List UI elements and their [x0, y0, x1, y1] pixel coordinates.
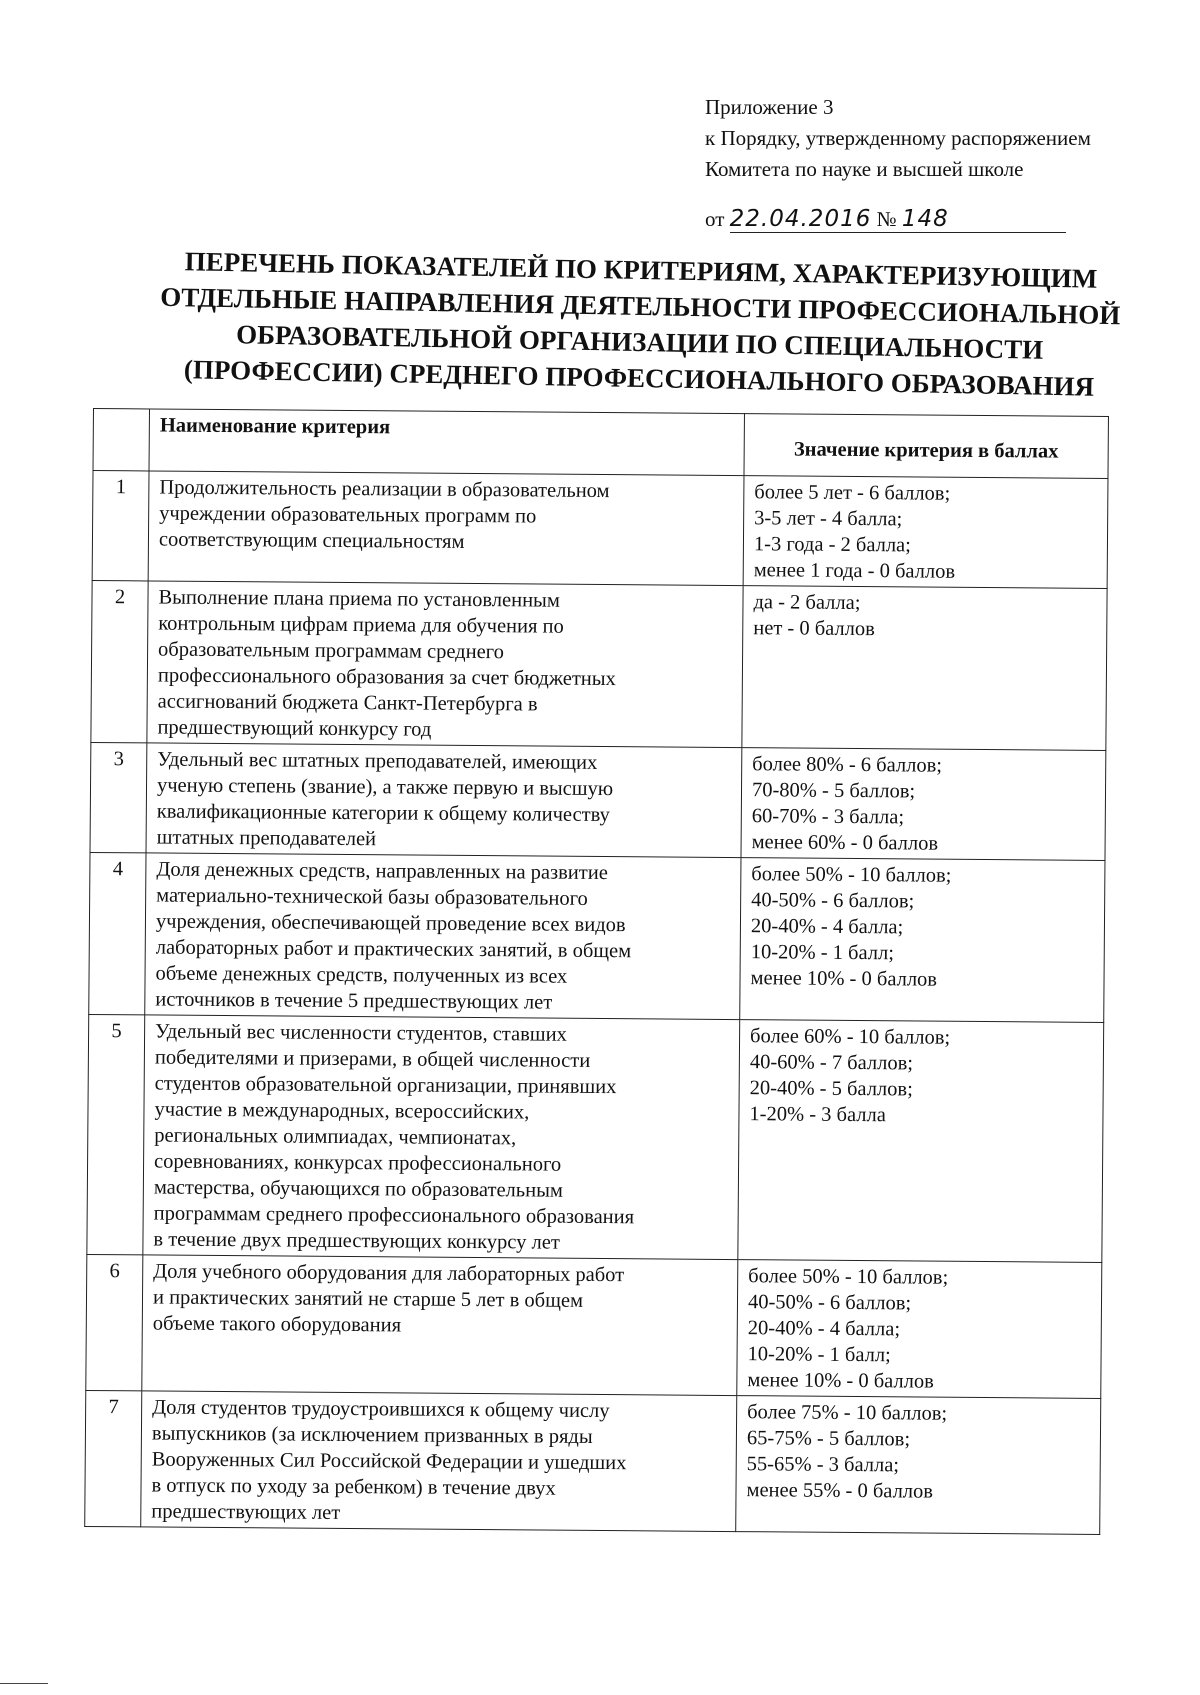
- criterion-name-line: учреждения, обеспечивающей проведение всех видов: [155, 910, 626, 937]
- criterion-value-line: 40-50% - 6 баллов;: [751, 889, 915, 913]
- handwritten-fill: [730, 206, 1066, 233]
- criterion-value: [738, 1020, 1104, 1263]
- appendix-line: Комитета по науке и высшей школе: [705, 157, 1024, 181]
- row-number: 4: [89, 852, 146, 1014]
- table-body: [85, 471, 1108, 1535]
- title-line: ОТДЕЛЬНЫЕ НАПРАВЛЕНИЯ ДЕЯТЕЛЬНОСТИ ПРОФЕССИОНАЛЬНОЙ: [160, 281, 1121, 331]
- header-number: [93, 409, 149, 471]
- criterion-value-line: 60-70% - 3 балла;: [751, 805, 905, 829]
- criterion-value: [740, 858, 1105, 1023]
- criterion-value-line: 1-3 года - 2 балла;: [753, 533, 911, 557]
- criterion-name-line: источников в течение 5 предшествующих лет: [155, 988, 553, 1014]
- criterion-value-line: более 50% - 10 баллов;: [748, 1265, 949, 1289]
- criterion-value-line: 3-5 лет - 4 балла;: [754, 507, 903, 531]
- criterion-name: [148, 471, 744, 586]
- row-number: 1: [92, 471, 149, 581]
- table-row: [92, 471, 1108, 589]
- criterion-name-line: Доля денежных средств, направленных на развитие: [156, 858, 608, 885]
- criterion-name-line: контрольным цифрам приема для обучения по: [158, 612, 564, 638]
- criterion-value-line: 40-60% - 7 баллов;: [749, 1051, 914, 1075]
- criterion-name-line: Продолжительность реализации в образовательном: [159, 476, 610, 503]
- criterion-name-line: ученую степень (звание), а также первую и высшую: [156, 774, 614, 801]
- criterion-value-line: 55-65% - 3 балла;: [746, 1453, 900, 1477]
- appendix-header: [705, 92, 1091, 185]
- criterion-name: [141, 1391, 737, 1532]
- order-date-line: [705, 206, 1066, 233]
- criterion-name-line: студентов образовательной организации, принявших: [154, 1072, 617, 1099]
- appendix-line: Приложение 3: [705, 95, 834, 119]
- criterion-name-line: победителями и призерами, в общей численности: [154, 1046, 591, 1072]
- criterion-name-line: профессионального образования за счет бюджетных: [157, 664, 616, 691]
- criterion-value-line: более 80% - 6 баллов;: [752, 753, 943, 777]
- criterion-name: [142, 1255, 738, 1396]
- criterion-value-line: 10-20% - 1 балл;: [750, 941, 895, 965]
- row-number: 5: [87, 1014, 145, 1254]
- criterion-name-line: материально-технической базы образовательного: [156, 884, 588, 910]
- criterion-name-line: выпускников (за исключением призванных в ряды: [151, 1422, 593, 1448]
- criterion-value-line: да - 2 балла;: [753, 591, 861, 615]
- criterion-value-line: 20-40% - 4 балла;: [747, 1317, 901, 1341]
- criterion-value-line: 70-80% - 5 баллов;: [751, 779, 916, 803]
- criterion-name: [147, 581, 743, 748]
- criterion-name-line: Удельный вес численности студентов, ставших: [155, 1020, 567, 1046]
- criterion-name-line: Доля студентов трудоустроившихся к общему числу: [152, 1396, 610, 1423]
- header-criterion-name: Наименование критерия: [149, 409, 744, 476]
- criterion-value: [736, 1396, 1101, 1535]
- criterion-value: [743, 476, 1108, 589]
- criterion-name-line: лабораторных работ и практических занятий, в общем: [155, 936, 632, 963]
- criterion-name-line: учреждении образовательных программ по: [159, 502, 537, 528]
- criterion-name-line: квалификационные категории к общему количеству: [156, 800, 610, 827]
- handwritten-number: 148: [901, 206, 949, 232]
- criterion-name-line: региональных олимпиадах, чемпионатах,: [154, 1124, 517, 1150]
- table-row: [91, 580, 1107, 750]
- criterion-value-line: нет - 0 баллов: [753, 617, 875, 641]
- criterion-value-line: 1-20% - 3 балла: [749, 1103, 886, 1127]
- criterion-name-line: предшествующий конкурсу год: [157, 716, 432, 741]
- document-title: [119, 242, 1162, 406]
- title-line: (ПРОФЕССИИ) СРЕДНЕГО ПРОФЕССИОНАЛЬНОГО ОБРАЗОВАНИЯ: [183, 354, 1095, 402]
- criterion-value-line: менее 1 года - 0 баллов: [753, 559, 956, 583]
- criterion-value-line: менее 55% - 0 баллов: [746, 1479, 934, 1503]
- criterion-name-line: образовательным программам среднего: [158, 638, 504, 664]
- header-criterion-value: Значение критерия в баллах: [744, 414, 1108, 479]
- criterion-name-line: участие в международных, всероссийских,: [154, 1098, 530, 1124]
- title-line: ОБРАЗОВАТЕЛЬНОЙ ОРГАНИЗАЦИИ ПО СПЕЦИАЛЬНОСТИ: [235, 319, 1044, 365]
- criteria-table: [84, 408, 1109, 1535]
- criterion-value-line: более 60% - 10 баллов;: [750, 1025, 951, 1049]
- table-header-row: [93, 409, 1108, 479]
- criterion-value-line: 10-20% - 1 балл;: [747, 1343, 891, 1367]
- row-number: 2: [91, 580, 148, 742]
- criterion-value-line: 20-40% - 4 балла;: [750, 915, 904, 939]
- criterion-name: [145, 853, 741, 1020]
- criterion-name-line: объеме такого оборудования: [152, 1312, 402, 1337]
- criterion-name: [146, 743, 742, 858]
- criterion-value-line: менее 10% - 0 баллов: [747, 1369, 934, 1393]
- criterion-value: [737, 1260, 1102, 1399]
- criterion-value-line: менее 10% - 0 баллов: [750, 967, 938, 991]
- criterion-name-line: программам среднего профессионального образования: [153, 1202, 635, 1229]
- criterion-value-line: более 5 лет - 6 баллов;: [754, 481, 951, 505]
- criterion-value: [742, 586, 1107, 751]
- title-line: ПЕРЕЧЕНЬ ПОКАЗАТЕЛЕЙ ПО КРИТЕРИЯМ, ХАРАКТЕРИЗУЮЩИМ: [184, 246, 1098, 294]
- criterion-name-line: ассигнований бюджета Санкт-Петербурга в: [157, 690, 538, 716]
- criterion-name-line: Удельный вес штатных преподавателей, имеющих: [157, 748, 598, 774]
- criterion-name-line: предшествующих лет: [151, 1500, 341, 1524]
- criterion-name-line: Выполнение плана приема по установленным: [158, 586, 560, 612]
- row-number: 7: [85, 1390, 142, 1526]
- criteria-table-wrapper: [84, 408, 1108, 1535]
- date-prefix: от: [705, 207, 725, 231]
- criterion-value-line: менее 60% - 0 баллов: [751, 831, 939, 855]
- row-number: 6: [86, 1254, 143, 1390]
- criterion-value-line: 65-75% - 5 баллов;: [746, 1427, 911, 1451]
- handwritten-date: 22.04.2016: [729, 206, 872, 232]
- criterion-name-line: соответствующим специальностям: [158, 528, 465, 553]
- page-edge-mark: [0, 1683, 48, 1684]
- appendix-line: к Порядку, утвержденному распоряжением: [705, 126, 1091, 150]
- criterion-name-line: соревнованиях, конкурсах профессионального: [153, 1150, 562, 1176]
- criterion-value-line: 20-40% - 5 баллов;: [749, 1077, 913, 1101]
- table-row: [85, 1390, 1101, 1534]
- criterion-name-line: в течение двух предшествующих конкурсу лет: [153, 1228, 560, 1254]
- criterion-name: [143, 1015, 740, 1260]
- table-row: [87, 1014, 1104, 1262]
- criterion-name-line: и практических занятий не старше 5 лет в общем: [152, 1286, 584, 1312]
- number-sign: №: [876, 207, 897, 231]
- criterion-name-line: Доля учебного оборудования для лабораторных работ: [153, 1260, 625, 1287]
- criterion-name-line: Вооруженных Сил Российской Федерации и ушедших: [151, 1448, 627, 1475]
- table-row: [89, 852, 1105, 1022]
- criterion-value-line: более 75% - 10 баллов;: [747, 1401, 948, 1425]
- criterion-name-line: объеме денежных средств, полученных из всех: [155, 962, 568, 988]
- criterion-value-line: 40-50% - 6 баллов;: [747, 1291, 912, 1315]
- row-number: 3: [90, 742, 147, 852]
- criterion-name-line: в отпуск по уходу за ребенком) в течение двух: [151, 1474, 556, 1500]
- table-row: [86, 1254, 1102, 1398]
- criterion-value: [741, 748, 1106, 861]
- criterion-value-line: более 50% - 10 баллов;: [751, 863, 952, 887]
- criterion-name-line: штатных преподавателей: [156, 826, 377, 851]
- criterion-name-line: мастерства, обучающихся по образовательным: [153, 1176, 563, 1202]
- table-row: [90, 742, 1106, 860]
